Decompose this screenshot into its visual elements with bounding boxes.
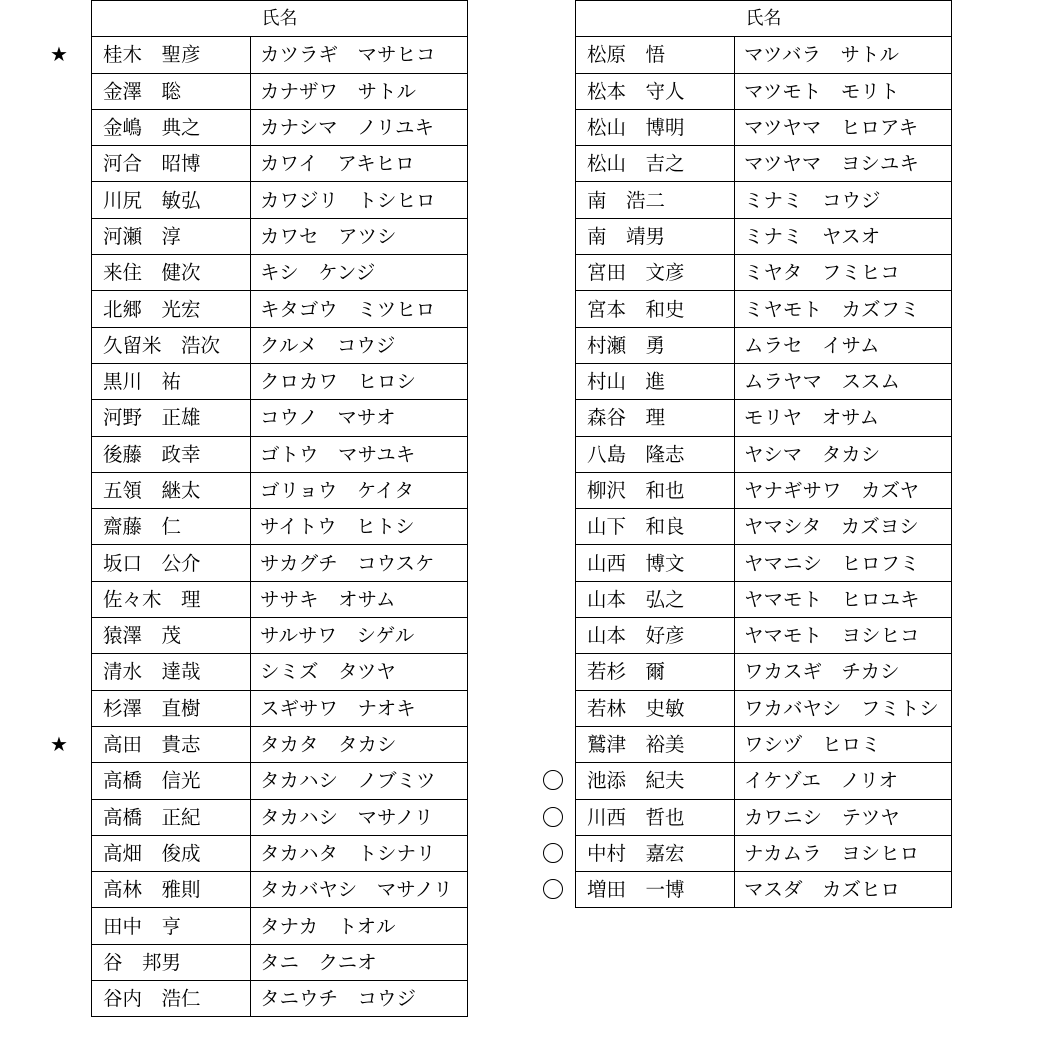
table-row bbox=[92, 835, 468, 871]
name-kanji: 猿澤 茂 bbox=[103, 624, 182, 648]
table-row bbox=[576, 73, 952, 109]
name-kana: ゴリョウ ケイタ bbox=[260, 479, 415, 502]
name-kana: カワセ アツシ bbox=[260, 224, 397, 248]
name-kana-cell bbox=[735, 509, 952, 545]
name-kanji-cell bbox=[92, 545, 251, 581]
name-kana-cell bbox=[251, 255, 468, 291]
name-kana-cell bbox=[251, 509, 468, 545]
name-kana-cell bbox=[735, 581, 952, 617]
name-kanji-cell bbox=[92, 581, 251, 617]
name-kana-cell bbox=[251, 472, 468, 508]
roster-table-right bbox=[575, 0, 952, 908]
name-kana-cell bbox=[251, 763, 468, 799]
name-kanji-cell bbox=[92, 944, 251, 980]
name-kana: マツヤマ ヒロアキ bbox=[744, 116, 919, 140]
name-kana-cell bbox=[735, 872, 952, 908]
name-kana-cell bbox=[251, 618, 468, 654]
name-kanji-cell bbox=[576, 109, 735, 145]
name-kana: タカハシ ノブミツ bbox=[260, 769, 436, 793]
name-kanji-cell bbox=[576, 182, 735, 218]
name-kana: タナカ トオル bbox=[260, 914, 396, 938]
name-kana: サイトウ ヒトシ bbox=[260, 515, 415, 539]
name-kanji: 河瀬 淳 bbox=[103, 224, 182, 248]
name-kana-cell bbox=[251, 545, 468, 581]
name-kanji-cell bbox=[576, 291, 735, 327]
table-row bbox=[576, 182, 952, 218]
name-kana: ヤマモト ヒロユキ bbox=[744, 587, 920, 611]
name-kana-cell bbox=[735, 472, 952, 508]
name-kana-cell bbox=[735, 109, 952, 145]
name-kana-cell bbox=[735, 835, 952, 871]
name-kana: タカバヤシ マサノリ bbox=[260, 878, 453, 902]
table-row bbox=[576, 618, 952, 654]
name-kanji-cell bbox=[92, 218, 251, 254]
name-kana-cell bbox=[735, 763, 952, 799]
name-kana-cell bbox=[735, 218, 952, 254]
table-row bbox=[92, 327, 468, 363]
name-kana-cell bbox=[735, 182, 952, 218]
name-kana-cell bbox=[735, 436, 952, 472]
name-kanji: 松山 吉之 bbox=[587, 152, 685, 176]
name-kanji: 若林 史敏 bbox=[587, 696, 685, 720]
name-kanji: 後藤 政幸 bbox=[103, 442, 201, 466]
name-kanji-cell bbox=[576, 654, 735, 690]
table-row bbox=[92, 545, 468, 581]
name-kana-cell bbox=[251, 146, 468, 182]
name-kana-cell bbox=[735, 654, 952, 690]
name-kanji-cell bbox=[576, 872, 735, 908]
name-kanji: 谷 邦男 bbox=[103, 950, 182, 974]
name-kanji: 北郷 光宏 bbox=[103, 297, 201, 321]
table-row bbox=[576, 218, 952, 254]
name-kana: ムラセ イサム bbox=[744, 333, 880, 357]
name-kanji-cell bbox=[576, 255, 735, 291]
name-kana-cell bbox=[735, 363, 952, 399]
table-row bbox=[92, 182, 468, 218]
table-row bbox=[92, 763, 468, 799]
name-kana-cell bbox=[251, 654, 468, 690]
name-kanji: 山西 博文 bbox=[587, 551, 685, 575]
name-kanji: 黒川 祐 bbox=[103, 370, 182, 394]
name-kanji: 八島 隆志 bbox=[587, 442, 685, 466]
star-marker: ★ bbox=[50, 731, 68, 756]
name-kana: ミヤモト カズフミ bbox=[744, 297, 920, 321]
name-kana: クルメ コウジ bbox=[260, 333, 396, 357]
name-kana: ヤマニシ ヒロフミ bbox=[744, 551, 920, 575]
name-kana-cell bbox=[735, 545, 952, 581]
name-kanji: 南 靖男 bbox=[587, 224, 666, 248]
name-kana-cell bbox=[735, 400, 952, 436]
table-row bbox=[576, 690, 952, 726]
name-kana: タニ クニオ bbox=[260, 950, 377, 974]
name-kana: マツモト モリト bbox=[744, 79, 900, 103]
name-kanji: 川尻 敏弘 bbox=[103, 188, 201, 212]
name-kana-cell bbox=[735, 726, 952, 762]
name-kanji: 久留米 浩次 bbox=[103, 333, 221, 357]
name-kana-cell bbox=[735, 291, 952, 327]
circle-marker bbox=[543, 879, 563, 899]
table-row bbox=[576, 545, 952, 581]
name-kanji-cell bbox=[92, 436, 251, 472]
circle-marker bbox=[543, 807, 563, 827]
name-kana-cell bbox=[735, 146, 952, 182]
table-row bbox=[92, 981, 468, 1017]
table-row bbox=[92, 944, 468, 980]
name-kanji: 森谷 理 bbox=[587, 406, 666, 430]
name-kana: カワジリ トシヒロ bbox=[260, 188, 436, 212]
name-kanji: 高田 貴志 bbox=[103, 733, 201, 757]
name-kanji: 川西 哲也 bbox=[587, 805, 685, 829]
name-kana-cell bbox=[251, 182, 468, 218]
name-kana-cell bbox=[251, 835, 468, 871]
name-kanji: 池添 紀夫 bbox=[587, 769, 685, 793]
name-kana: カワニシ テツヤ bbox=[744, 805, 900, 829]
name-kanji-cell bbox=[576, 509, 735, 545]
name-kana: ヤシマ タカシ bbox=[744, 442, 881, 466]
name-kanji-cell bbox=[92, 654, 251, 690]
name-kanji-cell bbox=[92, 763, 251, 799]
name-kana-cell bbox=[251, 291, 468, 327]
table-row bbox=[576, 835, 952, 871]
name-kanji-cell bbox=[92, 400, 251, 436]
name-kanji: 桂木 聖彦 bbox=[103, 43, 201, 67]
name-kanji-cell bbox=[576, 146, 735, 182]
roster-body-right bbox=[576, 37, 952, 908]
header-row bbox=[576, 1, 952, 37]
name-header: 氏名 bbox=[92, 1, 468, 37]
name-kanji-cell bbox=[92, 618, 251, 654]
table-row bbox=[576, 363, 952, 399]
table-row bbox=[92, 400, 468, 436]
name-kana-cell bbox=[251, 581, 468, 617]
name-kanji-cell bbox=[92, 146, 251, 182]
name-kanji: 清水 達哉 bbox=[103, 660, 201, 684]
table-row bbox=[92, 908, 468, 944]
name-kana-cell bbox=[735, 37, 952, 73]
name-kanji-cell bbox=[92, 690, 251, 726]
table-row bbox=[92, 291, 468, 327]
name-kanji-cell bbox=[92, 255, 251, 291]
name-kanji: 五領 継太 bbox=[103, 479, 201, 502]
circle-marker bbox=[543, 843, 563, 863]
name-kana-cell bbox=[735, 618, 952, 654]
name-kana: モリヤ オサム bbox=[744, 406, 880, 430]
name-kana-cell bbox=[251, 908, 468, 944]
name-kanji-cell bbox=[576, 581, 735, 617]
name-kana: ムラヤマ ススム bbox=[744, 370, 901, 394]
name-kanji-cell bbox=[92, 509, 251, 545]
name-kana-cell bbox=[251, 799, 468, 835]
table-row bbox=[576, 255, 952, 291]
table-row bbox=[576, 763, 952, 799]
name-kanji: 村瀬 勇 bbox=[587, 333, 666, 357]
star-marker: ★ bbox=[50, 42, 68, 67]
name-kana: ワカバヤシ フミトシ bbox=[744, 696, 939, 720]
table-row bbox=[92, 726, 468, 762]
table-row bbox=[576, 109, 952, 145]
table-row bbox=[92, 872, 468, 908]
name-kana-cell bbox=[251, 363, 468, 399]
name-kanji-cell bbox=[576, 690, 735, 726]
name-kana: シミズ タツヤ bbox=[260, 660, 396, 684]
name-kana: タカハタ トシナリ bbox=[260, 841, 436, 865]
name-kanji-cell bbox=[576, 763, 735, 799]
name-kanji: 鷲津 裕美 bbox=[587, 733, 685, 757]
table-row bbox=[576, 146, 952, 182]
name-kana-cell bbox=[251, 109, 468, 145]
name-kana: カワイ アキヒロ bbox=[260, 152, 415, 176]
name-kanji-cell bbox=[92, 73, 251, 109]
name-kana-cell bbox=[735, 690, 952, 726]
name-kana: タカハシ マサノリ bbox=[260, 805, 434, 829]
name-kana-cell bbox=[735, 799, 952, 835]
name-kana: ゴトウ マサユキ bbox=[260, 442, 416, 466]
name-kana-cell bbox=[251, 944, 468, 980]
name-kanji: 南 浩二 bbox=[587, 188, 666, 212]
name-kanji-cell bbox=[92, 327, 251, 363]
name-kanji-cell bbox=[92, 908, 251, 944]
name-kana-cell bbox=[251, 690, 468, 726]
header-row bbox=[92, 1, 468, 37]
name-kana: ワシヅ ヒロミ bbox=[744, 733, 881, 757]
name-kanji: 若杉 爾 bbox=[587, 660, 666, 684]
name-kanji-cell bbox=[50, 37, 251, 73]
name-kanji: 高林 雅則 bbox=[103, 878, 201, 902]
name-kana: カナザワ サトル bbox=[260, 79, 417, 103]
table-row bbox=[92, 509, 468, 545]
name-kana: ヤナギサワ カズヤ bbox=[744, 479, 920, 502]
name-kanji-cell bbox=[92, 363, 251, 399]
table-row bbox=[92, 581, 468, 617]
name-kana: ミヤタ フミヒコ bbox=[744, 261, 900, 285]
name-kanji-cell bbox=[576, 73, 735, 109]
name-kana: ヤマシタ カズヨシ bbox=[744, 515, 919, 539]
name-kanji-cell bbox=[576, 472, 735, 508]
name-kana: ミナミ コウジ bbox=[744, 188, 881, 212]
roster-body-left bbox=[50, 37, 468, 1017]
name-kana-cell bbox=[251, 73, 468, 109]
name-kanji: 増田 一博 bbox=[587, 878, 685, 902]
name-kanji: 金嶋 典之 bbox=[103, 116, 201, 140]
table-row bbox=[576, 436, 952, 472]
table-row bbox=[92, 218, 468, 254]
name-kanji-cell bbox=[576, 799, 735, 835]
name-kana-cell bbox=[735, 327, 952, 363]
name-kanji: 田中 亨 bbox=[103, 914, 182, 938]
table-row bbox=[92, 146, 468, 182]
table-row bbox=[92, 654, 468, 690]
name-kana-cell bbox=[251, 726, 468, 762]
name-kanji-cell bbox=[92, 182, 251, 218]
name-kana-cell bbox=[251, 218, 468, 254]
name-kanji-cell bbox=[50, 726, 251, 762]
name-kanji-cell bbox=[92, 799, 251, 835]
name-kana: カツラギ マサヒコ bbox=[260, 43, 436, 67]
table-row bbox=[576, 400, 952, 436]
name-kanji: 山下 和良 bbox=[587, 515, 685, 539]
table-row bbox=[92, 363, 468, 399]
name-kana: ヤマモト ヨシヒコ bbox=[744, 624, 920, 648]
name-kana-cell bbox=[251, 37, 468, 73]
name-kanji-cell bbox=[576, 218, 735, 254]
name-kanji: 宮本 和史 bbox=[587, 297, 685, 321]
table-row bbox=[576, 581, 952, 617]
name-kana: マツバラ サトル bbox=[744, 43, 900, 67]
table-row bbox=[576, 37, 952, 73]
name-kana-cell bbox=[251, 436, 468, 472]
name-kanji: 河野 正雄 bbox=[103, 406, 201, 430]
name-kanji-cell bbox=[576, 835, 735, 871]
table-row bbox=[576, 799, 952, 835]
name-kana: ササキ オサム bbox=[260, 587, 396, 611]
name-kanji-cell bbox=[576, 363, 735, 399]
name-kanji: 山本 弘之 bbox=[587, 587, 685, 611]
name-kanji: 河合 昭博 bbox=[103, 152, 201, 176]
table-row bbox=[576, 509, 952, 545]
name-kanji: 松本 守人 bbox=[587, 79, 685, 103]
name-kanji: 高橋 信光 bbox=[103, 769, 201, 793]
name-kana: クロカワ ヒロシ bbox=[260, 370, 417, 394]
name-kana: イケゾエ ノリオ bbox=[744, 769, 899, 793]
table-row bbox=[92, 73, 468, 109]
name-kanji: 坂口 公介 bbox=[103, 551, 201, 575]
table-row bbox=[92, 37, 468, 73]
name-kana: スギサワ ナオキ bbox=[260, 696, 416, 720]
table-row bbox=[92, 618, 468, 654]
name-kana-cell bbox=[251, 981, 468, 1017]
name-kanji: 宮田 文彦 bbox=[587, 261, 685, 285]
name-kanji: 高橋 正紀 bbox=[103, 805, 201, 829]
name-kana: マスダ カズヒロ bbox=[744, 878, 901, 902]
name-kana: カナシマ ノリユキ bbox=[260, 116, 434, 140]
table-row bbox=[92, 109, 468, 145]
name-kanji-cell bbox=[92, 472, 251, 508]
name-kanji: 金澤 聡 bbox=[103, 79, 182, 103]
table-row bbox=[92, 690, 468, 726]
table-row bbox=[576, 872, 952, 908]
name-kanji-cell bbox=[576, 545, 735, 581]
name-kanji: 松原 悟 bbox=[587, 43, 666, 67]
name-kana: コウノ マサオ bbox=[260, 406, 396, 430]
name-kana: マツヤマ ヨシユキ bbox=[744, 152, 919, 176]
name-kanji: 中村 嘉宏 bbox=[587, 841, 685, 865]
name-kana-cell bbox=[735, 73, 952, 109]
name-kanji-cell bbox=[576, 327, 735, 363]
name-kanji-cell bbox=[576, 436, 735, 472]
name-kanji: 来住 健次 bbox=[103, 261, 201, 285]
name-kanji: 村山 進 bbox=[587, 370, 666, 394]
name-kana: タカタ タカシ bbox=[260, 733, 397, 757]
name-kanji-cell bbox=[576, 37, 735, 73]
name-kana: サカグチ コウスケ bbox=[260, 551, 435, 575]
name-kana: タニウチ コウジ bbox=[260, 987, 417, 1011]
name-kana: キタゴウ ミツヒロ bbox=[260, 297, 436, 321]
name-kanji: 松山 博明 bbox=[587, 116, 685, 140]
name-kanji-cell bbox=[576, 618, 735, 654]
table-row bbox=[92, 472, 468, 508]
name-kanji-cell bbox=[92, 291, 251, 327]
table-row bbox=[576, 726, 952, 762]
name-header: 氏名 bbox=[576, 1, 952, 37]
name-kanji: 杉澤 直樹 bbox=[103, 696, 201, 720]
name-kana-cell bbox=[735, 255, 952, 291]
name-kanji-cell bbox=[92, 835, 251, 871]
table-row bbox=[576, 472, 952, 508]
circle-marker bbox=[543, 770, 563, 790]
name-kanji-cell bbox=[576, 726, 735, 762]
table-row bbox=[92, 799, 468, 835]
name-kanji-cell bbox=[92, 109, 251, 145]
name-kanji-cell bbox=[92, 872, 251, 908]
name-kana: キシ ケンジ bbox=[260, 261, 376, 285]
name-kanji: 柳沢 和也 bbox=[587, 479, 685, 502]
table-row bbox=[576, 327, 952, 363]
name-kana-cell bbox=[251, 872, 468, 908]
table-row bbox=[92, 436, 468, 472]
name-kanji-cell bbox=[576, 400, 735, 436]
table-row bbox=[576, 654, 952, 690]
table-row bbox=[576, 291, 952, 327]
roster-table-left bbox=[50, 0, 468, 1017]
name-kanji: 高畑 俊成 bbox=[103, 841, 201, 865]
table-row bbox=[92, 255, 468, 291]
name-kanji: 齋藤 仁 bbox=[103, 515, 182, 539]
name-kana-cell bbox=[251, 327, 468, 363]
name-kanji: 佐々木 理 bbox=[103, 587, 201, 611]
name-kana: ナカムラ ヨシヒロ bbox=[744, 841, 920, 865]
name-kanji: 山本 好彦 bbox=[587, 624, 685, 648]
name-kana: ミナミ ヤスオ bbox=[744, 224, 881, 248]
name-kana-cell bbox=[251, 400, 468, 436]
name-kana: サルサワ シゲル bbox=[260, 624, 415, 648]
name-kana: ワカスギ チカシ bbox=[744, 660, 900, 684]
name-kanji-cell bbox=[92, 981, 251, 1017]
name-kanji: 谷内 浩仁 bbox=[103, 987, 201, 1011]
